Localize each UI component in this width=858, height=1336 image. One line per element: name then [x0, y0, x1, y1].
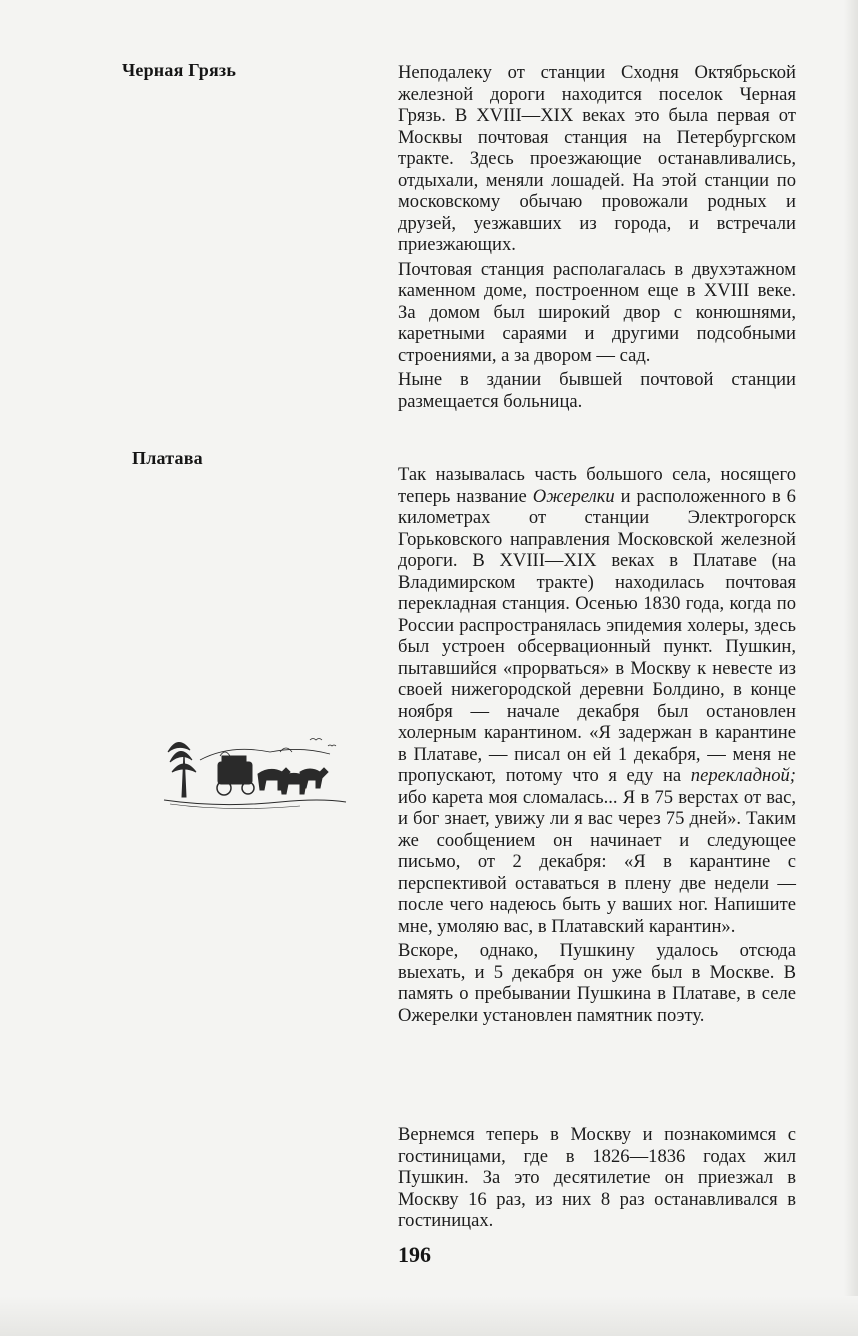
- paragraph: [398, 464, 796, 937]
- section-heading-platava: Платава: [132, 448, 203, 468]
- paragraph: Неподалеку от станции Сходня Октябрьской железной дороги находится поселок Черная Грязь. В XVIII—XIX веках это была первая от Москвы почтовая станция на Петербургском тракте. Здесь проезжающие останавливались, отдыхали, меняли лошадей. На этой станции по московскому обычаю провожали родных и друзей, уезжавших из города, и встречали приезжающих.: [398, 62, 796, 255]
- section-text-platava: [398, 464, 796, 1026]
- section-text-chernaya-gryaz: [398, 62, 796, 412]
- text-run: Так называлась часть большого села, носящего теперь название: [398, 464, 796, 507]
- closing-text: [398, 1124, 796, 1232]
- paragraph: Почтовая станция располагалась в двухэтажном каменном доме, построенном еще в XVIII веке. За домом был широкий двор с конюшнями, каретными сараями и другими подсобными строениями, а за двором — сад.: [398, 258, 796, 366]
- page-number: 196: [398, 1242, 431, 1267]
- italic-text: перекладной;: [690, 765, 796, 786]
- page-edge-shadow: [844, 0, 858, 1336]
- carriage-vignette-illustration: [160, 722, 350, 812]
- text-run: ибо карета моя сломалась... Я в 75 верстах от вас, и бог знает, увижу ли я вас через 75 дней». Таким же сообщением он начинает и следующее письмо, от 2 декабря: «Я в карантине с перспективой оставаться в плену две недели — после чего надеюсь быть у ваших ног. Напишите мне, умоляю вас, в Платавский карантин».: [398, 786, 796, 937]
- page-bottom-shadow: [0, 1296, 858, 1336]
- paragraph: Вскоре, однако, Пушкину удалось отсюда выехать, и 5 декабря он уже был в Москве. В память о пребывании Пушкина в Платаве, в селе Ожерелки установлен памятник поэту.: [398, 940, 796, 1026]
- section-heading-chernaya-gryaz: Черная Грязь: [122, 60, 237, 80]
- italic-text: Ожерелки: [532, 485, 615, 507]
- paragraph: Ныне в здании бывшей почтовой станции размещается больница.: [398, 369, 796, 412]
- text-run: и расположенного в 6 километрах от станции Электрогорск Горьковского направления Московской железной дороги. В XVIII—XIX веках в Платаве (на Владимирском тракте) находилась почтовая перекладная станция. Осенью 1830 года, когда по России распространялась эпидемия холеры, здесь был устроен обсервационный пункт. Пушкин, пытавшийся «прорваться» в Москву к невесте из своей нижегородской деревни Болдино, в конце ноября — начале декабря был остановлен холерным карантином. «Я задержан в карантине в Платаве, — писал он ей 1 декабря, — меня не пропускают, потому что я еду на: [398, 485, 796, 786]
- paragraph: Вернемся теперь в Москву и познакомимся с гостиницами, где в 1826—1836 годах жил Пушкин. За это десятилетие он приезжал в Москву 16 раз, из них 8 раз останавливался в гостиницах.: [398, 1124, 796, 1231]
